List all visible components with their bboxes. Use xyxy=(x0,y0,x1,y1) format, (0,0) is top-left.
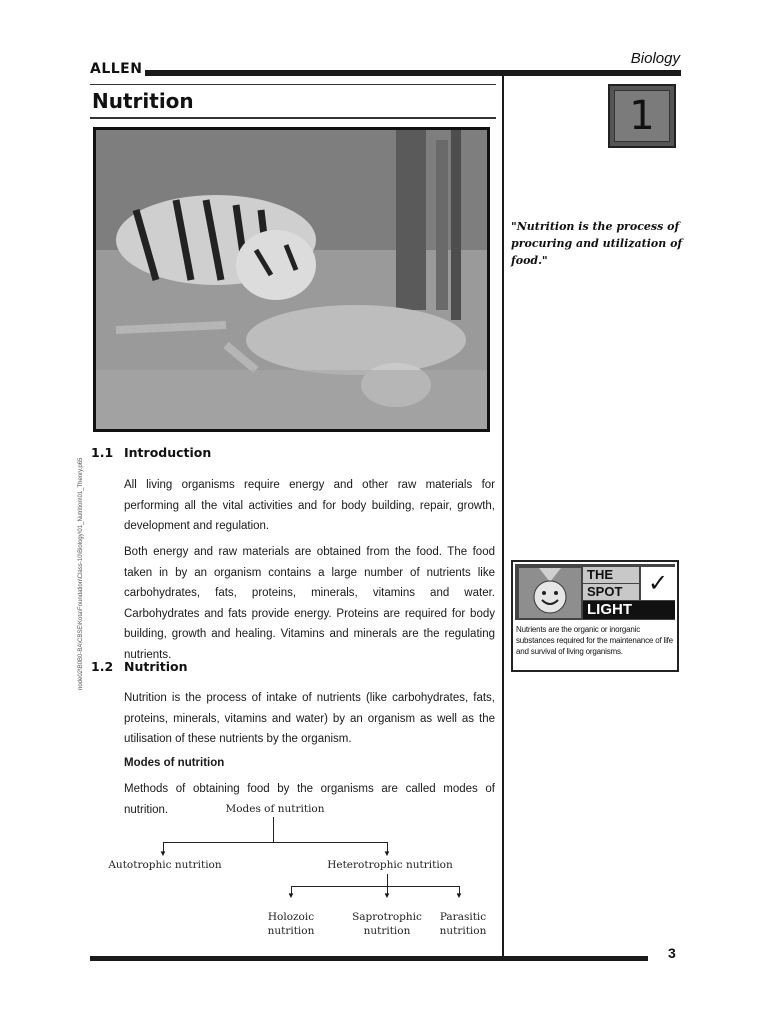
tiger-photo xyxy=(93,127,490,432)
node-line-2: nutrition xyxy=(267,925,315,937)
diagram-heterotrophic: Heterotrophic nutrition xyxy=(327,859,453,871)
chapter-number-box xyxy=(608,84,676,148)
spotlight-the: THE xyxy=(583,567,639,583)
node-line-2: nutrition xyxy=(363,925,411,937)
node-line-1: Parasitic xyxy=(439,911,487,923)
header-rule xyxy=(145,70,681,76)
chapter-number: 1 xyxy=(614,90,670,142)
spotlight-spot: SPOT xyxy=(583,584,639,600)
section-number: 1.1 xyxy=(91,445,114,460)
diagram-line xyxy=(163,842,387,843)
modes-diagram xyxy=(95,800,500,950)
node-line-1: Saprotrophic xyxy=(352,911,422,923)
check-icon: ✓ xyxy=(641,567,675,600)
footer-rule xyxy=(90,956,648,961)
section-title: Introduction xyxy=(124,445,212,460)
smiley-medal-icon xyxy=(519,568,581,618)
file-path-label: node02\B0B0-BA\CBSE\Kota\Foundation\Class-10\Biology\01_Nutrition\01_Theory.p65 xyxy=(78,457,84,690)
diagram-saprotrophic xyxy=(347,910,427,938)
diagram-line xyxy=(273,817,274,842)
subject-label: Biology xyxy=(630,50,680,67)
node-line-1: Holozoic xyxy=(267,911,315,923)
section-number: 1.2 xyxy=(91,659,114,674)
diagram-autotrophic: Autotrophic nutrition xyxy=(108,859,222,871)
tiger-photo-drawing xyxy=(96,130,487,429)
spotlight-light: LIGHT xyxy=(583,601,675,619)
arrow-down-icon: ▼ xyxy=(455,891,463,900)
chapter-title: Nutrition xyxy=(92,89,194,113)
arrow-down-icon: ▼ xyxy=(383,849,391,858)
diagram-holozoic xyxy=(261,910,321,938)
section-title: Nutrition xyxy=(124,659,188,674)
arrow-down-icon: ▼ xyxy=(287,891,295,900)
modes-paragraph: Methods of obtaining food by the organisms are called modes of nutrition. xyxy=(124,783,495,816)
column-divider xyxy=(502,76,504,956)
modes-subheading: Modes of nutrition xyxy=(124,757,225,769)
arrow-down-icon: ▼ xyxy=(159,849,167,858)
diagram-line xyxy=(387,874,388,886)
brand-logo: ALLEN xyxy=(90,61,143,77)
nutrition-paragraph: Nutrition is the process of intake of nutrients (like carbohydrates, fats, proteins, minerals, vitamins and water) by an organism as well as the utilisation of these nutrients by the organism. xyxy=(124,692,495,745)
title-rule-top xyxy=(90,84,496,85)
node-line-2: nutrition xyxy=(439,925,487,937)
title-rule-bottom xyxy=(90,117,496,119)
spotlight-box xyxy=(511,560,679,672)
diagram-line xyxy=(291,886,459,887)
spotlight-text: Nutrients are the organic or inorganic substances required for the maintenance of life and survival of living organisms. xyxy=(516,625,673,656)
section-heading-introduction xyxy=(91,445,211,460)
side-quote: "Nutrition is the process of procuring and utilization of food." xyxy=(511,220,683,267)
diagram-parasitic xyxy=(433,910,493,938)
arrow-down-icon: ▼ xyxy=(383,891,391,900)
page-number: 3 xyxy=(668,945,676,961)
section-heading-nutrition xyxy=(91,659,188,674)
diagram-root: Modes of nutrition xyxy=(225,803,325,815)
intro-paragraph-1: All living organisms require energy and other raw materials for performing all the vital activities and for body building, repair, growth, development and regulation. xyxy=(124,479,495,532)
spotlight-banner xyxy=(515,564,675,620)
intro-paragraph-2: Both energy and raw materials are obtained from the food. The food taken in by an organism contains a large number of nutrients like carbohydrates, fats, proteins, minerals, vitamins and water. Carbohydrates and fats provide energy. Proteins are required for body building, growth and healing. Vitamins and minerals are the regulating nutrients. xyxy=(124,546,495,661)
